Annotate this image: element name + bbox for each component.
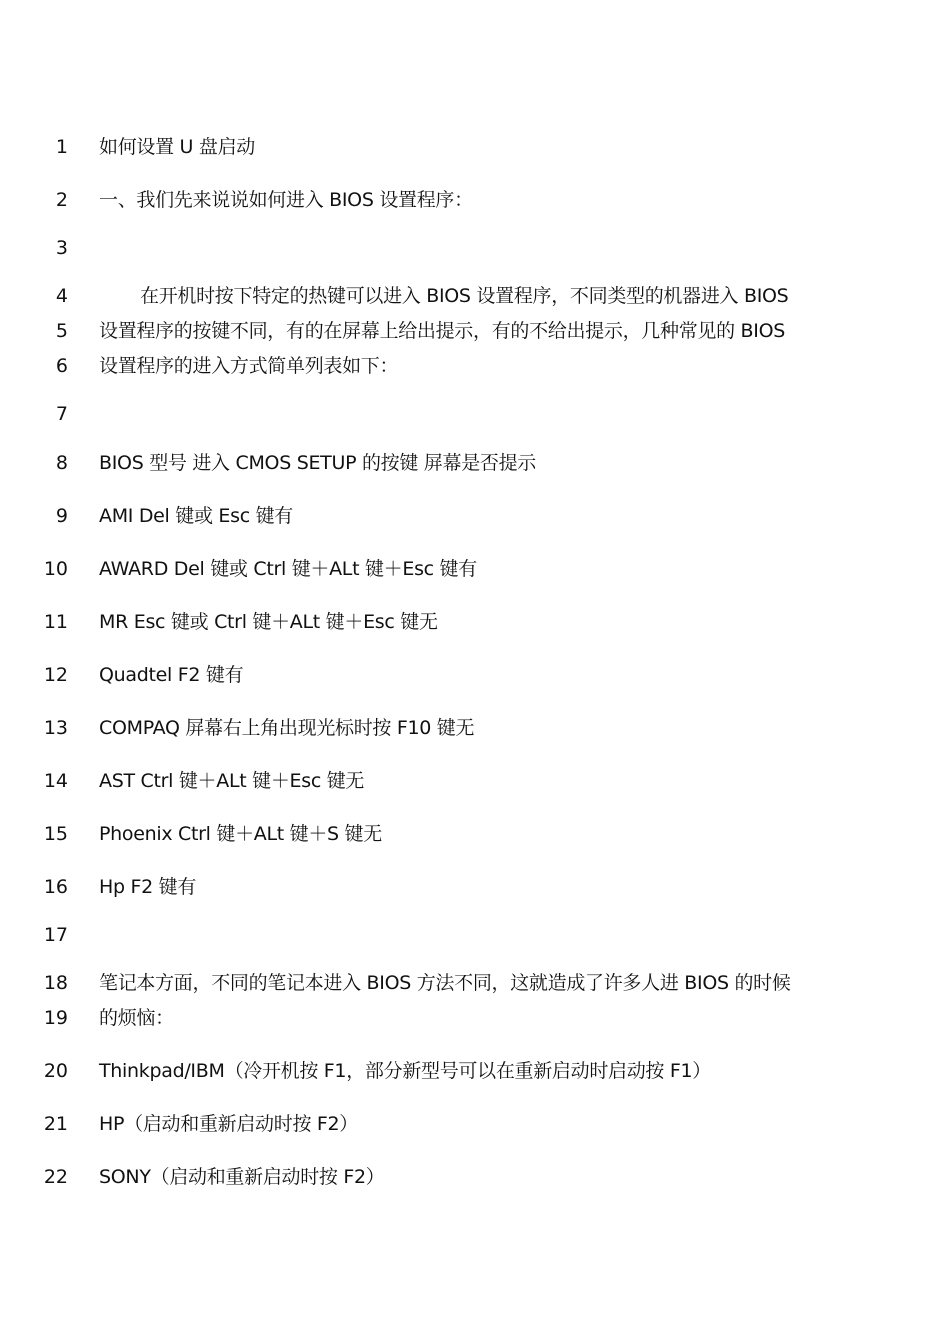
- list-item: SONY（启动和重新启动时按 F2）: [99, 1166, 385, 1188]
- table-header-line: BIOS 型号 进入 CMOS SETUP 的按键 屏幕是否提示: [99, 452, 537, 474]
- list-item: COMPAQ 屏幕右上角出现光标时按 F10 键无: [99, 717, 475, 739]
- list-item: HP（启动和重新启动时按 F2）: [99, 1113, 359, 1135]
- line-number: 21: [43, 1113, 68, 1135]
- line-number: 2: [55, 189, 68, 211]
- line-number: 14: [43, 770, 68, 792]
- list-item: AST Ctrl 键＋ALt 键＋Esc 键无: [99, 770, 365, 792]
- list-item: Hp F2 键有: [99, 876, 197, 898]
- line-number: 17: [43, 924, 68, 946]
- line-number: 20: [43, 1060, 68, 1082]
- line-number: 7: [55, 403, 68, 425]
- line-number: 12: [43, 664, 68, 686]
- line-number: 18: [43, 972, 68, 994]
- list-item: Phoenix Ctrl 键＋ALt 键＋S 键无: [99, 823, 382, 845]
- paragraph-line: 设置程序的按键不同，有的在屏幕上给出提示，有的不给出提示，几种常见的 BIOS: [99, 320, 785, 342]
- line-number: 22: [43, 1166, 68, 1188]
- line-number: 6: [55, 355, 68, 377]
- paragraph-line: 的烦恼：: [99, 1007, 174, 1029]
- list-item: Quadtel F2 键有: [99, 664, 244, 686]
- list-item: AWARD Del 键或 Ctrl 键＋ALt 键＋Esc 键有: [99, 558, 477, 580]
- list-item: Thinkpad/IBM（冷开机按 F1，部分新型号可以在重新启动时启动按 F1）: [99, 1060, 711, 1082]
- line-number: 11: [43, 611, 68, 633]
- paragraph-line: 设置程序的进入方式简单列表如下：: [99, 355, 399, 377]
- paragraph-line: 在开机时按下特定的热键可以进入 BIOS 设置程序，不同类型的机器进入 BIOS: [140, 285, 789, 307]
- line-number: 16: [43, 876, 68, 898]
- document-title: 如何设置 U 盘启动: [99, 136, 255, 158]
- line-number: 9: [55, 505, 68, 527]
- line-number: 4: [55, 285, 68, 307]
- list-item: MR Esc 键或 Ctrl 键＋ALt 键＋Esc 键无: [99, 611, 438, 633]
- line-number: 1: [55, 136, 68, 158]
- line-number: 5: [55, 320, 68, 342]
- list-item: AMI Del 键或 Esc 键有: [99, 505, 294, 527]
- line-number: 19: [43, 1007, 68, 1029]
- section-heading: 一、我们先来说说如何进入 BIOS 设置程序：: [99, 189, 473, 211]
- line-number: 10: [43, 558, 68, 580]
- line-number: 13: [43, 717, 68, 739]
- line-number: 3: [55, 237, 68, 259]
- line-number: 8: [55, 452, 68, 474]
- paragraph-line: 笔记本方面，不同的笔记本进入 BIOS 方法不同，这就造成了许多人进 BIOS 的时候: [99, 972, 791, 994]
- line-number: 15: [43, 823, 68, 845]
